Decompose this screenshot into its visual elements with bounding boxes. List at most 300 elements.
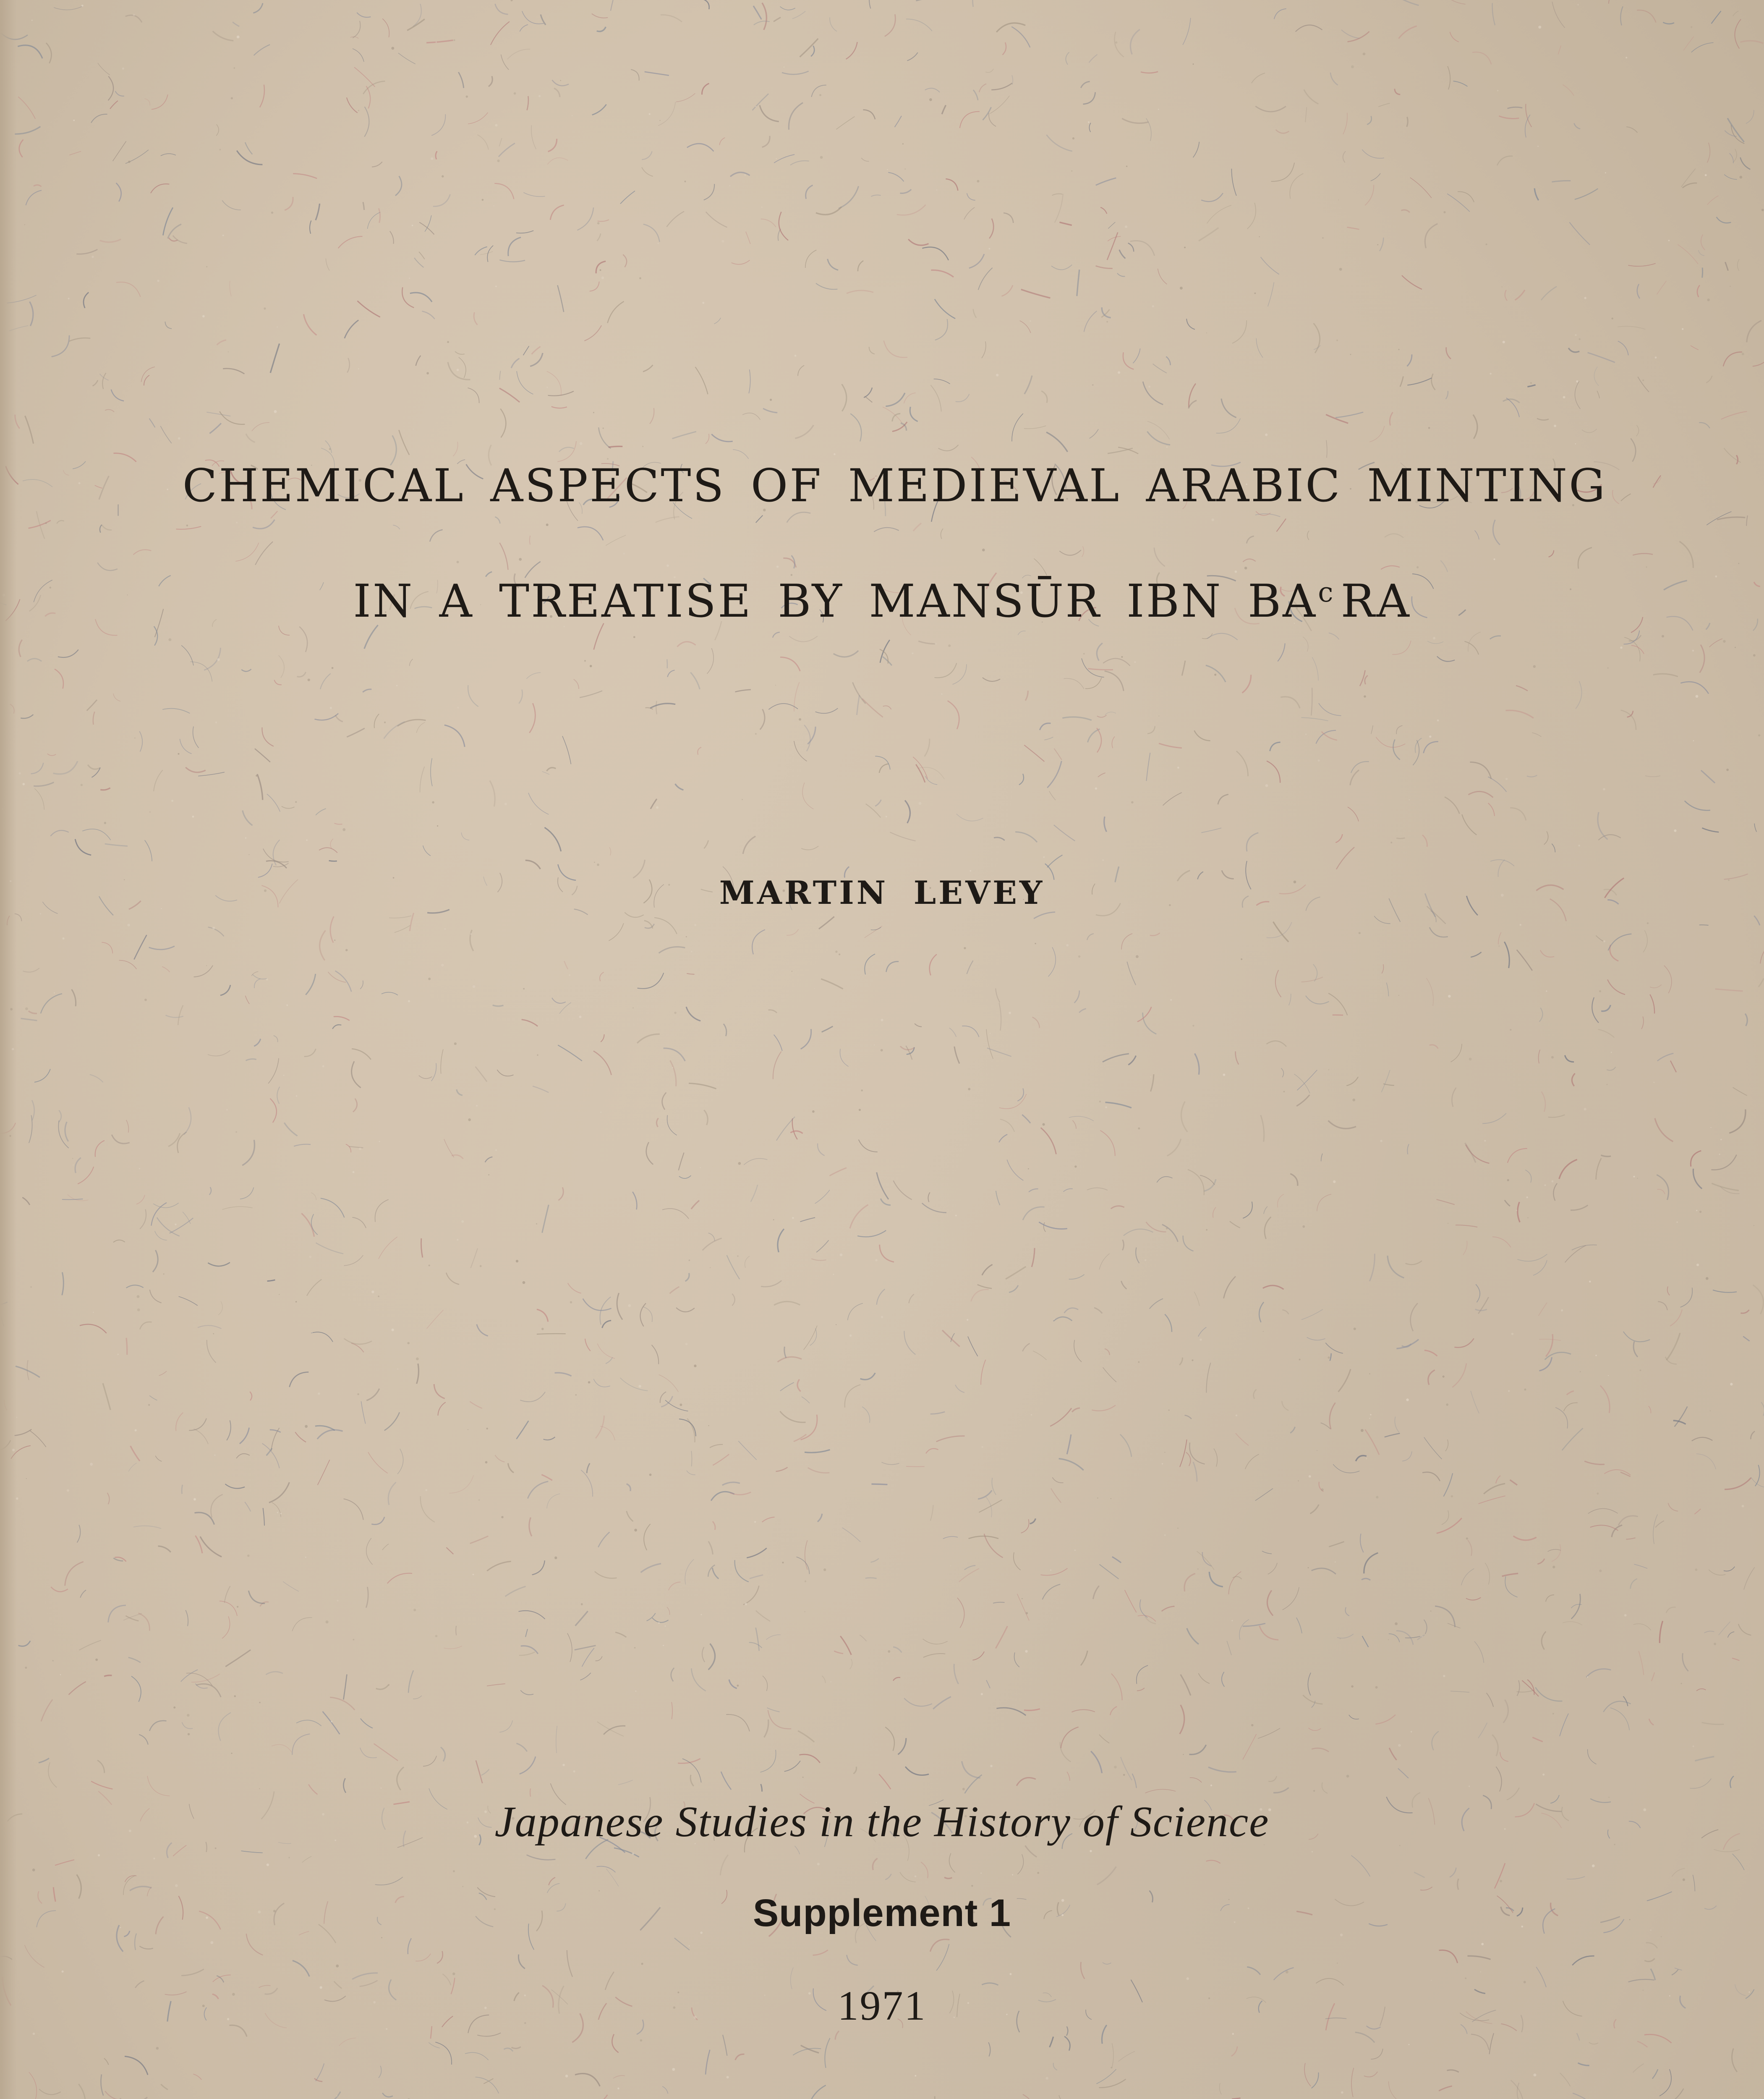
paper-fiber [397, 1767, 404, 1790]
paper-speck [67, 1489, 69, 1492]
paper-fiber [816, 207, 841, 215]
paper-fiber [664, 1048, 685, 1061]
paper-speck [381, 1937, 382, 1938]
paper-fiber [967, 193, 975, 200]
paper-speck [936, 189, 937, 191]
paper-fiber [1304, 89, 1319, 104]
paper-speck [833, 1274, 834, 1275]
paper-fiber [113, 141, 126, 161]
paper-speck [234, 1695, 236, 1697]
paper-speck [1115, 42, 1117, 44]
paper-fiber [584, 325, 601, 341]
paper-speck [1180, 287, 1183, 290]
paper-fiber [1222, 1672, 1224, 1687]
paper-fiber [34, 185, 42, 187]
paper-fiber [1198, 1327, 1206, 1337]
paper-fiber [349, 1146, 363, 1148]
paper-fiber [1690, 1779, 1712, 1788]
paper-speck [1177, 1528, 1179, 1529]
paper-fiber [116, 183, 121, 202]
paper-fiber [93, 712, 95, 725]
paper-speck [672, 2068, 675, 2071]
paper-fiber [1345, 1607, 1349, 1616]
paper-fiber [1194, 1292, 1200, 1306]
paper-fiber [149, 419, 155, 427]
paper-speck [691, 951, 693, 953]
paper-fiber [1062, 717, 1092, 720]
paper-fiber [523, 193, 545, 197]
paper-speck [237, 36, 240, 39]
paper-fiber [575, 1646, 596, 1650]
paper-fiber [159, 1371, 167, 1376]
paper-fiber [1508, 107, 1523, 108]
paper-fiber [78, 1167, 94, 1184]
paper-fiber [521, 1646, 538, 1654]
paper-fiber [23, 968, 39, 972]
paper-speck [1361, 1429, 1364, 1432]
paper-fiber [577, 207, 593, 230]
paper-fiber [1563, 1622, 1582, 1625]
paper-speck [632, 1007, 634, 1008]
paper-speck [1318, 759, 1320, 762]
paper-fiber [416, 722, 425, 733]
paper-fiber [65, 1122, 68, 1141]
paper-speck [689, 1945, 690, 1947]
paper-fiber [871, 195, 881, 196]
paper-fiber [1313, 964, 1317, 981]
paper-speck [1681, 1683, 1682, 1684]
paper-fiber [1724, 1567, 1735, 1571]
paper-speck [1587, 1676, 1588, 1678]
paper-speck [835, 950, 837, 953]
paper-fiber [1746, 516, 1748, 526]
paper-fiber [930, 954, 937, 975]
paper-speck [948, 644, 951, 647]
paper-fiber [862, 1407, 870, 1423]
paper-speck [1443, 211, 1445, 213]
paper-speck [54, 992, 55, 993]
paper-fiber [1526, 104, 1531, 127]
paper-fiber [1596, 1158, 1602, 1180]
paper-speck [1597, 1492, 1599, 1494]
paper-fiber [1680, 682, 1709, 694]
paper-fiber [1428, 1370, 1435, 1385]
paper-fiber [360, 981, 363, 989]
paper-fiber [1664, 966, 1672, 993]
title-line-2-main: IN A TREATISE BY MANSŪR IBN BA [353, 575, 1317, 628]
paper-fiber [1730, 153, 1733, 163]
paper-fiber [69, 151, 81, 155]
paper-fiber [1103, 1054, 1129, 1062]
paper-fiber [946, 179, 958, 191]
paper-speck [454, 39, 455, 41]
paper-speck [562, 1764, 565, 1767]
paper-fiber [782, 71, 809, 75]
paper-fiber [1064, 1189, 1073, 1192]
paper-speck [1707, 298, 1709, 301]
paper-speck [1376, 1496, 1378, 1498]
paper-fiber [1678, 244, 1698, 264]
paper-fiber [1414, 1872, 1424, 1878]
paper-fiber [77, 1525, 81, 1542]
paper-fiber [1330, 73, 1338, 85]
paper-fiber [936, 1436, 965, 1442]
paper-fiber [382, 2093, 393, 2097]
paper-fiber [293, 1960, 309, 1976]
paper-fiber [762, 136, 770, 147]
paper-speck [52, 1660, 54, 1661]
paper-fiber [1637, 10, 1656, 22]
paper-fiber [487, 1684, 505, 1686]
paper-fiber [69, 1682, 86, 1695]
paper-speck [710, 1267, 711, 1268]
paper-fiber [22, 1197, 30, 1205]
paper-fiber [1041, 1568, 1068, 1576]
paper-fiber [379, 208, 380, 223]
paper-speck [188, 1733, 190, 1735]
paper-speck [1580, 1371, 1581, 1372]
paper-fiber [1119, 250, 1126, 259]
paper-speck [1166, 447, 1168, 448]
paper-fiber [1733, 149, 1737, 162]
paper-speck [345, 949, 348, 951]
paper-fiber [485, 1157, 493, 1162]
paper-fiber [39, 1758, 49, 1763]
paper-fiber [1471, 2034, 1489, 2050]
paper-fiber [217, 340, 226, 345]
paper-speck [1578, 845, 1580, 846]
paper-speck [336, 2095, 337, 2096]
paper-fiber [347, 358, 350, 373]
paper-fiber [840, 1049, 848, 1066]
paper-fiber [1017, 1594, 1030, 1621]
paper-fiber [448, 362, 470, 380]
paper-speck [416, 1357, 419, 1360]
paper-speck [1608, 1375, 1609, 1376]
paper-fiber [1472, 52, 1491, 64]
paper-fiber [497, 1070, 513, 1076]
paper-fiber [371, 1517, 384, 1524]
paper-speck [1232, 2033, 1234, 2035]
paper-fiber [267, 1280, 275, 1281]
paper-fiber [925, 739, 930, 757]
paper-speck [408, 1000, 410, 1002]
paper-speck [1363, 52, 1366, 55]
paper-fiber [1723, 352, 1742, 366]
paper-speck [245, 838, 246, 839]
paper-fiber [661, 15, 682, 22]
paper-fiber [181, 1969, 204, 1976]
paper-fiber [1122, 118, 1148, 123]
paper-fiber [590, 282, 599, 291]
paper-fiber [316, 204, 320, 220]
paper-fiber [1082, 658, 1104, 677]
paper-fiber [1103, 1367, 1116, 1382]
paper-fiber [1693, 1169, 1702, 1189]
paper-fiber [311, 1193, 316, 1200]
paper-fiber [532, 347, 541, 354]
paper-fiber [453, 442, 458, 456]
paper-fiber [869, 347, 875, 354]
paper-fiber [470, 930, 473, 951]
paper-speck [1719, 1154, 1720, 1155]
paper-fiber [656, 517, 679, 522]
paper-speck [1352, 1099, 1355, 1102]
paper-speck [641, 1963, 643, 1965]
paper-fiber [706, 434, 709, 444]
paper-fiber [1201, 193, 1223, 202]
paper-fiber [954, 1047, 959, 1064]
paper-speck [1186, 1977, 1189, 1980]
paper-fiber [270, 344, 280, 373]
paper-fiber [1740, 41, 1764, 43]
paper-fiber [361, 1401, 365, 1424]
paper-speck [881, 1316, 883, 1319]
paper-fiber [1425, 224, 1437, 248]
paper-speck [409, 277, 410, 279]
paper-fiber [1239, 1620, 1249, 1640]
paper-speck [236, 522, 238, 523]
paper-fiber [1181, 1675, 1191, 1696]
paper-fiber [676, 93, 695, 102]
paper-speck [453, 1870, 455, 1872]
paper-speck [425, 1489, 427, 1491]
paper-speck [68, 298, 70, 299]
paper-fiber [865, 926, 882, 938]
paper-fiber [397, 1449, 403, 1474]
paper-fiber [922, 247, 949, 260]
paper-fiber [1137, 1665, 1148, 1684]
paper-fiber [1127, 962, 1136, 985]
paper-fiber [1621, 710, 1636, 730]
paper-fiber [1097, 1866, 1116, 1884]
paper-fiber [1163, 793, 1182, 806]
paper-fiber [1188, 1170, 1204, 1195]
paper-speck [168, 638, 171, 641]
paper-speck [1390, 842, 1392, 843]
paper-speck [1640, 1369, 1641, 1371]
paper-fiber [220, 985, 230, 995]
paper-fiber [589, 2095, 607, 2099]
paper-fiber [1691, 345, 1699, 350]
paper-fiber [1000, 1119, 1014, 1132]
paper-speck [26, 1478, 27, 1479]
paper-fiber [1447, 2070, 1459, 2072]
paper-fiber [1053, 1317, 1072, 1321]
paper-fiber [248, 1591, 265, 1603]
paper-fiber [593, 1051, 612, 1075]
paper-fiber [477, 2033, 501, 2036]
paper-fiber [1044, 737, 1053, 740]
paper-fiber [1243, 1201, 1252, 1218]
paper-fiber [1463, 1241, 1467, 1255]
paper-fiber [1130, 29, 1139, 55]
paper-fiber [789, 103, 803, 130]
paper-fiber [1443, 1473, 1453, 1496]
paper-speck [1662, 635, 1664, 637]
paper-fiber [379, 1237, 397, 1259]
paper-speck [738, 1162, 741, 1165]
paper-fiber [375, 1199, 389, 1222]
paper-fiber [430, 530, 443, 542]
paper-fiber [1015, 832, 1037, 843]
paper-fiber [1330, 1403, 1335, 1429]
paper-fiber [358, 301, 380, 317]
paper-fiber [1009, 1285, 1018, 1293]
paper-fiber [1130, 241, 1155, 256]
paper-fiber [1111, 1674, 1122, 1701]
paper-fiber [1450, 1868, 1456, 1877]
paper-fiber [686, 1007, 700, 1021]
paper-fiber [1312, 1568, 1336, 1574]
paper-fiber [773, 1052, 781, 1079]
paper-speck [1595, 1355, 1597, 1356]
paper-speck [413, 1609, 416, 1611]
paper-fiber [465, 2052, 489, 2060]
paper-fiber [609, 446, 623, 447]
paper-fiber [299, 627, 307, 652]
paper-fiber [108, 76, 114, 101]
paper-fiber [1628, 263, 1655, 266]
paper-fiber [388, 1482, 396, 1505]
paper-speck [881, 1019, 883, 1021]
paper-fiber [476, 1067, 487, 1082]
paper-fiber [756, 1628, 759, 1651]
paper-fiber [493, 1005, 504, 1006]
paper-fiber [1470, 762, 1491, 779]
paper-speck [840, 1254, 843, 1256]
paper-speck [1625, 57, 1627, 58]
paper-fiber [200, 1536, 222, 1557]
paper-speck [495, 285, 497, 287]
paper-speck [353, 1171, 355, 1173]
paper-fiber [1050, 1408, 1071, 1426]
paper-speck [1106, 321, 1108, 323]
paper-fiber [1569, 222, 1590, 245]
paper-fiber [1006, 1267, 1026, 1279]
paper-fiber [1187, 1628, 1199, 1644]
paper-fiber [574, 679, 579, 689]
paper-fiber [762, 3, 767, 30]
paper-fiber [151, 1203, 167, 1226]
paper-speck [1351, 65, 1354, 68]
paper-fiber [1655, 1118, 1673, 1142]
paper-fiber [895, 116, 902, 127]
paper-speck [776, 158, 777, 160]
paper-fiber [1329, 1542, 1344, 1547]
paper-speck [575, 1394, 577, 1395]
paper-speck [193, 1498, 196, 1501]
paper-fiber [835, 2031, 839, 2040]
paper-fiber [1303, 1695, 1322, 1704]
paper-speck [98, 1854, 100, 1856]
paper-fiber [1532, 733, 1541, 737]
paper-fiber [685, 1273, 689, 1281]
paper-speck [1012, 1874, 1013, 1875]
paper-speck [391, 47, 394, 50]
paper-fiber [1574, 123, 1580, 129]
paper-fiber [517, 371, 533, 394]
paper-speck [602, 427, 604, 429]
paper-fiber [1087, 729, 1100, 743]
paper-fiber [1023, 1207, 1045, 1220]
paper-fiber [667, 212, 685, 227]
paper-speck [283, 1075, 285, 1076]
paper-fiber [263, 1508, 264, 1526]
paper-fiber [266, 1672, 283, 1675]
paper-fiber [1577, 2033, 1580, 2041]
paper-fiber [871, 1558, 879, 1562]
paper-fiber [1273, 922, 1289, 942]
paper-fiber [706, 212, 727, 228]
paper-fiber [983, 107, 991, 120]
paper-speck [1333, 1180, 1336, 1183]
paper-fiber [393, 525, 400, 529]
paper-fiber [1290, 173, 1303, 199]
paper-speck [495, 124, 498, 126]
paper-speck [1516, 1210, 1517, 1211]
paper-speck [1677, 1222, 1678, 1223]
paper-speck [955, 1215, 957, 1217]
paper-speck [1726, 769, 1729, 771]
paper-speck [823, 1568, 826, 1571]
paper-fiber [1092, 1405, 1116, 1411]
paper-fiber [423, 1756, 436, 1767]
paper-fiber [178, 1005, 183, 1025]
paper-speck [1546, 990, 1547, 992]
paper-speck [461, 1220, 464, 1223]
paper-speck [579, 1015, 582, 1018]
paper-fiber [270, 1430, 281, 1432]
paper-fiber [1084, 311, 1097, 332]
paper-fiber [893, 1647, 902, 1652]
paper-fiber [760, 105, 779, 122]
paper-speck [486, 1428, 488, 1429]
paper-fiber [1268, 1563, 1277, 1574]
paper-fiber [1471, 952, 1481, 957]
paper-fiber [779, 212, 788, 241]
paper-fiber [842, 384, 847, 411]
paper-speck [1388, 1639, 1389, 1640]
paper-fiber [865, 396, 872, 403]
paper-speck [308, 678, 310, 681]
paper-speck [649, 113, 651, 115]
paper-fiber [1321, 1154, 1322, 1162]
paper-fiber [650, 408, 654, 424]
paper-fiber [84, 292, 89, 308]
paper-fiber [1019, 774, 1024, 785]
paper-fiber [834, 1651, 843, 1654]
paper-fiber [550, 205, 564, 220]
paper-speck [1164, 1534, 1166, 1536]
paper-fiber [1666, 1607, 1676, 1613]
paper-fiber [294, 1144, 311, 1146]
paper-fiber [979, 1500, 1002, 1513]
paper-fiber [237, 151, 262, 165]
paper-fiber [1441, 0, 1465, 4]
paper-fiber [15, 127, 40, 134]
paper-speck [1696, 1210, 1697, 1211]
paper-fiber [1620, 6, 1623, 25]
paper-speck [1105, 1106, 1107, 1108]
paper-fiber [542, 772, 549, 775]
paper-fiber [1707, 512, 1731, 525]
paper-fiber [846, 42, 857, 59]
paper-fiber [1618, 326, 1645, 329]
paper-fiber [1108, 236, 1121, 241]
paper-fiber [620, 191, 635, 204]
paper-fiber [1685, 801, 1710, 811]
